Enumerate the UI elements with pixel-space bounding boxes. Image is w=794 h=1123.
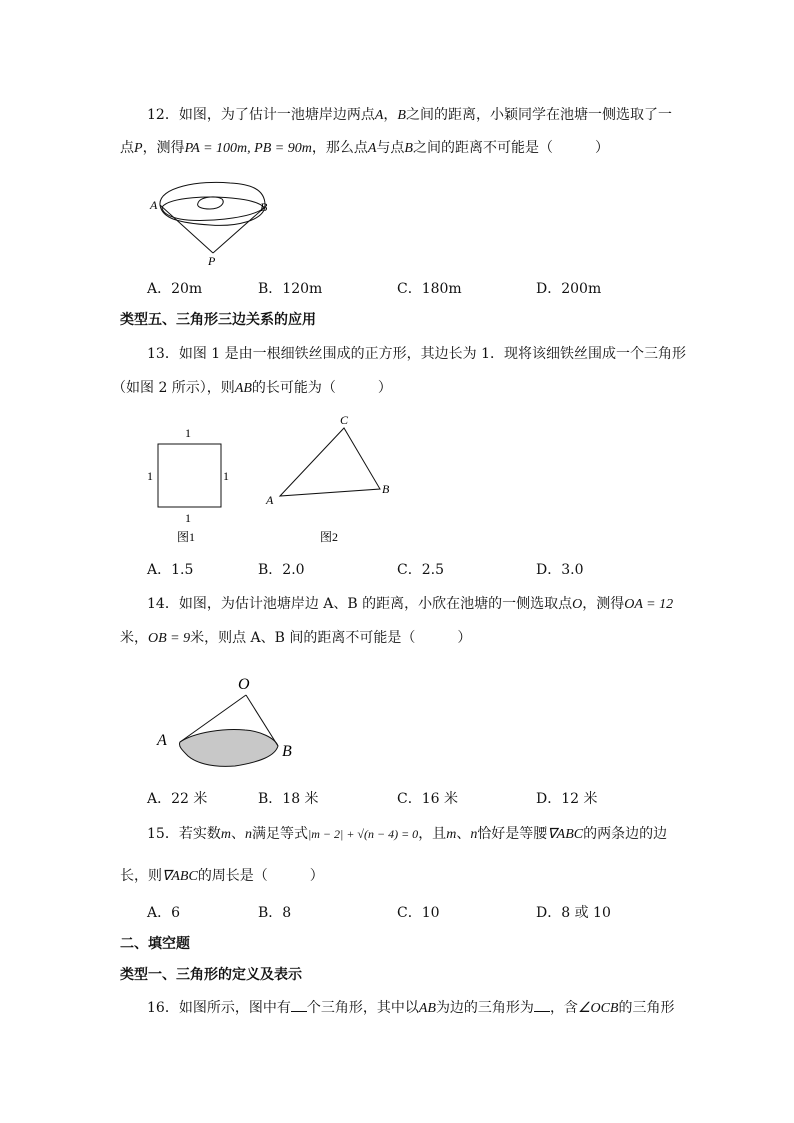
section-heading-1: 类型一、三角形的定义及表示 [120,967,302,983]
q16-blank-2[interactable] [534,997,550,1012]
q13-text-2: 的长可能为（ ） [251,380,392,396]
q16-angle-ocb: ∠OCB [577,1001,619,1016]
q13-figure-1 [145,422,245,547]
q12-choice-d[interactable]: D．200m [536,281,602,297]
q14-point-o: O [572,597,583,612]
q13-choice-a[interactable]: A．1.5 [147,562,194,578]
q14-choice-a[interactable]: A．22 米 [147,791,208,807]
section-heading-5: 类型五、三角形三边关系的应用 [120,312,316,328]
q15-choice-c[interactable]: C．10 [397,905,440,921]
q15-text-3: ，且 [418,826,447,842]
q13-fig2-label-b: B [382,482,390,496]
q15-line-2 [120,866,680,887]
q12-point-a: A [374,108,384,123]
q12-line-1 [147,105,707,126]
q12-choice-c[interactable]: C．180m [397,281,462,297]
q16-text-2: 个三角形，其中以 [306,1000,419,1016]
q15-text-5: 的两条边的边 [583,826,668,842]
q12-figure [140,175,290,270]
q15-text-4: 恰好是等腰 [477,826,548,842]
q12-line-2 [120,138,680,159]
q13-figure-2 [262,410,402,547]
q12-text-2: 之间的距离，小颖同学在池塘一侧选取了一 [405,107,672,123]
q12-pond-island [198,197,224,209]
q14-label-o: O [238,676,250,693]
q12-text-3: 点 [120,140,134,156]
q13-fig2-label-a: A [266,493,274,507]
q12-text-6: 与点 [376,140,405,156]
q15-var-m: m [220,827,231,842]
q13-fig1-bottom-label: 1 [185,511,191,525]
q13-ab: AB [234,381,252,396]
q15-sep-2: 、 [456,826,471,842]
q12-text-4: ，测得 [142,140,185,156]
q13-text: （如图 2 所示），则 [112,380,235,396]
q15-sep: 、 [230,826,245,842]
q14-line-2 [120,628,680,649]
q13-choice-b[interactable]: B．2.0 [258,562,305,578]
q16-text-5: 的三角形 [618,1000,675,1016]
q14-choice-c[interactable]: C．16 米 [397,791,458,807]
q15-line-1 [147,824,707,845]
q16-ab: AB [418,1001,436,1016]
q13-choice-c[interactable]: C．2.5 [397,562,444,578]
q14-equation-ob: OB = 9 [148,631,191,646]
q12-point-b: B [397,108,406,123]
q14-text: 14．如图，为估计池塘岸边 A、B 的距离，小欣在池塘的一侧选取点 [147,596,573,612]
q14-pond [179,730,278,767]
q15-choice-d[interactable]: D．8 或 10 [536,905,611,921]
q15-choice-b[interactable]: B．8 [258,905,292,921]
q15-equation: |m − 2| + √(n − 4) = 0 [307,827,419,841]
q13-triangle [280,428,380,496]
q14-choice-d[interactable]: D．12 米 [536,791,598,807]
q14-text-4: 米，则点 A、B 间的距离不可能是（ ） [190,630,472,646]
q13-line-2 [112,378,672,399]
q15-var-n: n [244,827,252,842]
q14-text-3: 米， [120,630,148,646]
q15-triangle-abc: ∇ABC [547,827,584,842]
q12-label-a: A [150,198,158,212]
q13-fig1-caption: 图1 [177,530,196,544]
q12-text: 12．如图，为了估计一池塘岸边两点 [147,107,375,123]
q16-line-1 [147,997,707,1019]
q16-text-3: 为边的三角形为 [435,1000,534,1016]
q13-fig2-caption: 图2 [320,530,339,544]
q13-square [158,444,221,507]
q14-equation-oa: OA = 12 [624,597,674,612]
q13-fig1-top-label: 1 [185,426,191,440]
section-heading-fill: 二、填空题 [120,936,190,952]
q13-fig1-left-label: 1 [147,469,153,483]
q13-choice-d[interactable]: D．3.0 [536,562,584,578]
q14-label-a: A [157,732,167,749]
q14-figure [150,670,310,775]
q15-text: 15．若实数 [147,826,221,842]
q12-point-p: P [134,141,143,156]
q14-label-b: B [282,743,292,760]
q13-fig2-label-c: C [340,413,349,427]
q12-line-pb [213,207,265,253]
q15-var-m-2: m [446,827,457,842]
q16-text-4: ，含 [549,1000,578,1016]
q12-comma: ， [383,107,398,123]
q12-point-a-2: A [367,141,377,156]
q12-line-pa [160,205,213,253]
q12-choice-a[interactable]: A．20m [147,281,203,297]
q15-var-n-2: n [470,827,478,842]
q13-fig1-right-label: 1 [223,469,229,483]
q12-choice-b[interactable]: B．120m [258,281,323,297]
q12-label-p: P [208,254,216,268]
q16-text: 16．如图所示，图中有 [147,1000,291,1016]
q16-blank-1[interactable] [291,997,307,1012]
q14-line-1 [147,594,707,615]
q14-choice-b[interactable]: B．18 米 [258,791,319,807]
q12-text-7: 之间的距离不可能是（ ） [412,140,609,156]
q15-choice-a[interactable]: A．6 [147,905,181,921]
q15-text-7: 的周长是（ ） [197,868,324,884]
q13-line-1: 13．如图 1 是由一根细铁丝围成的正方形，其边长为 1．现将该细铁丝围成一个三角形 [147,346,686,362]
q14-text-2: ，测得 [582,596,625,612]
q15-text-2: 满足等式 [251,826,308,842]
q15-triangle-abc-2: ∇ABC [162,869,198,884]
q12-label-b: B [260,200,268,214]
q12-point-b-2: B [404,141,413,156]
q12-equation: PA = 100m, PB = 90m [184,141,312,156]
q12-text-5: ，那么点 [311,140,368,156]
q15-text-6: 长，则 [120,868,162,884]
